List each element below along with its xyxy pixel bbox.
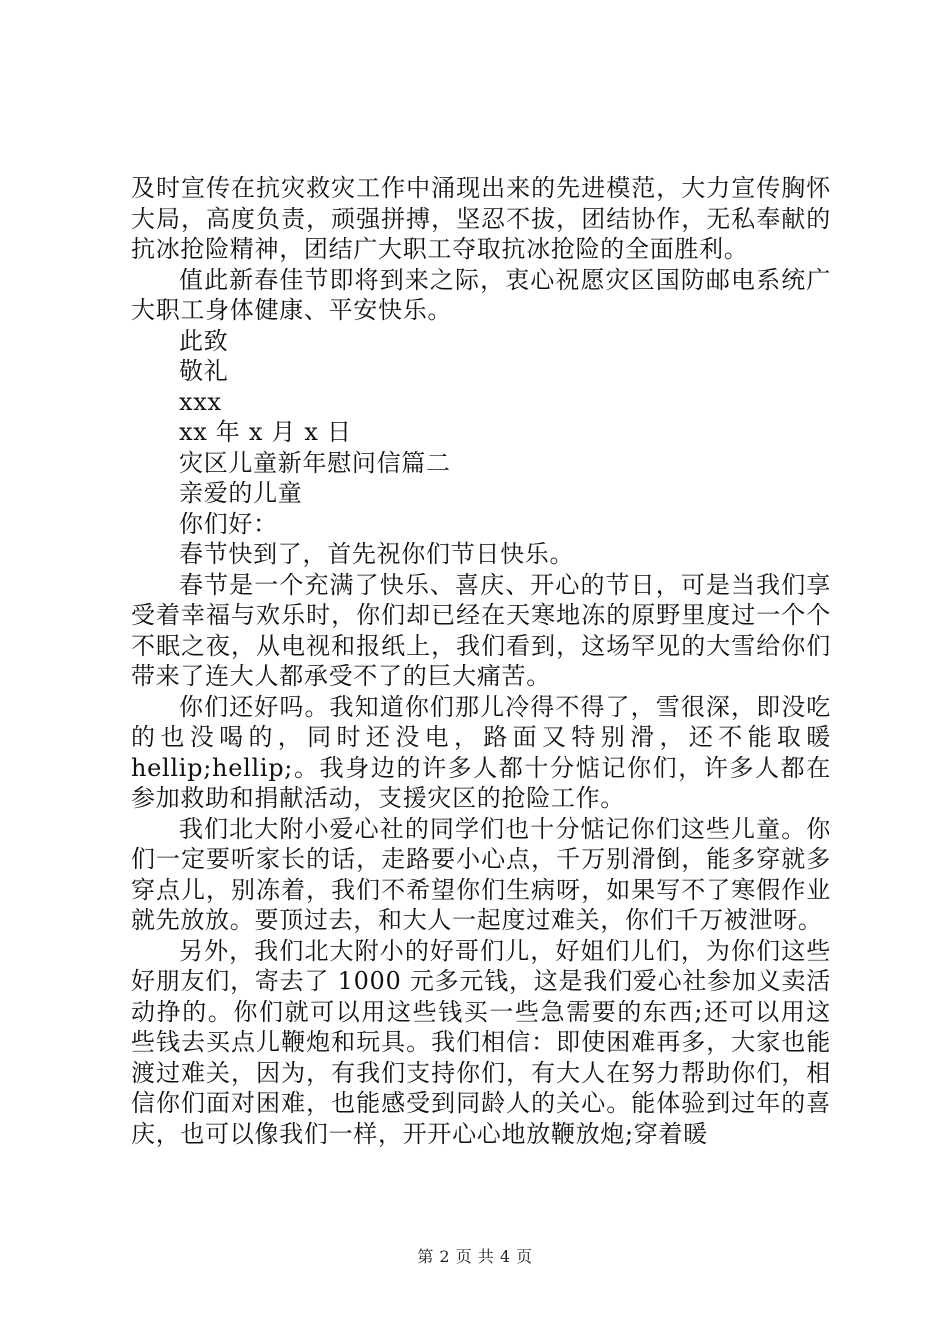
paragraph: 另外，我们北大附小的好哥们儿，好姐们儿们，为你们这些好朋友们，寄去了 1000 元多元钱，这是我们爱心社参加义卖活动挣的。你们就可以用这些钱买一些急需要的东西;还可以用这些钱去买点儿鞭炮和玩具。我们相信：即使困难再多，大家也能渡过难关，因为，有我们支持你们，有大人在努力帮助你们，相信你们面对困难，也能感受到同龄人的关心。能体验到过年的喜庆，也可以像我们一样，开开心心地放鞭放炮;穿着暖 bbox=[131, 936, 831, 1148]
signature: xxx bbox=[179, 387, 222, 416]
opening-line: 春节快到了，首先祝你们节日快乐。 bbox=[179, 540, 575, 568]
paragraph: 春节是一个充满了快乐、喜庆、开心的节日，可是当我们享受着幸福与欢乐时，你们却已经在天寒地冻的原野里度过一个个不眠之夜，从电视和报纸上，我们看到，这场罕见的大雪给你们带来了连大人都承受不了的巨大痛苦。 bbox=[131, 570, 831, 690]
paragraph: 我们北大附小爱心社的同学们也十分惦记你们这些儿童。你们一定要听家长的话，走路要小心点，千万别滑倒，能多穿就多穿点儿，别冻着，我们不希望你们生病呀，如果写不了寒假作业就先放放。要顶过去，和大人一起度过难关，你们千万被泄呀。 bbox=[131, 814, 831, 934]
closing-regards: 敬礼 bbox=[179, 357, 229, 385]
paragraph: 你们还好吗。我知道你们那儿冷得不得了，雪很深，即没吃的也没喝的，同时还没电，路面又特别滑，还不能取暖hellip;hellip;。我身边的许多人都十分惦记你们，许多人都在参加救助和捐献活动，支援灾区的抢险工作。 bbox=[131, 692, 831, 812]
closing-salutation: 此致 bbox=[179, 326, 229, 355]
page-number-footer: 第 2 页 共 4 页 bbox=[417, 1247, 533, 1266]
section-title: 灾区儿童新年慰问信篇二 bbox=[179, 448, 451, 477]
greeting-recipient: 亲爱的儿童 bbox=[179, 479, 303, 507]
paragraph: 值此新春佳节即将到来之际，衷心祝愿灾区国防邮电系统广大职工身体健康、平安快乐。 bbox=[131, 265, 831, 324]
greeting-hello: 你们好： bbox=[179, 509, 278, 538]
date-line: xx 年 x 月 x 日 bbox=[179, 418, 352, 446]
paragraph: 及时宣传在抗灾救灾工作中涌现出来的先进模范，大力宣传胸怀大局，高度负责，顽强拼搏，坚忍不拔，团结协作，无私奉献的抗冰抢险精神，团结广大职工夺取抗冰抢险的全面胜利。 bbox=[131, 174, 831, 263]
document-body bbox=[131, 173, 831, 1149]
